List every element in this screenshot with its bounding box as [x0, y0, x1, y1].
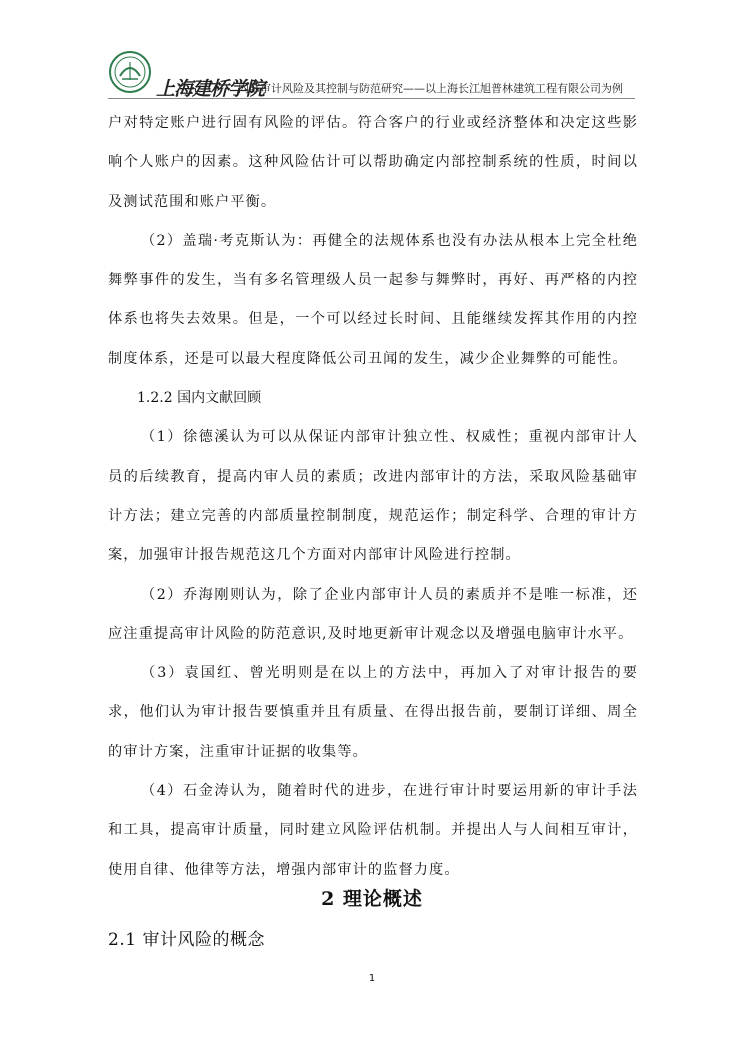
paragraph: （2）盖瑞·考克斯认为：再健全的法规体系也没有办法从根本上完全杜绝舞弊事件的发生，当有多名管理级人员一起参与舞弊时，再好、再严格的内控体系也将失去效果。但是，一个可以经过长时间、且能继续发挥其作用的内控制度体系，还是可以最大程度降低公司丑闻的发生，减少企业舞弊的可能性。	[108, 232, 638, 367]
body-text	[108, 104, 638, 890]
school-name-logotype: 上海建桥学院	[156, 78, 265, 100]
paragraph: （4）石金涛认为，随着时代的进步，在进行审计时要运用新的审计手法和工具，提高审计质量，同时建立风险评估机制。并提出人与人间相互审计，使用自律、他律等方法，增强内部审计的监督力度。	[108, 783, 638, 878]
chapter-title: 2 理论概述	[321, 888, 423, 910]
school-logo-icon	[108, 50, 152, 94]
page-number: 1	[368, 973, 376, 984]
section-title: 2.1 审计风险的概念	[108, 930, 265, 950]
header-divider	[108, 98, 635, 99]
paragraph: 户对特定账户进行固有风险的评估。符合客户的行业或经济整体和决定这些影响个人账户的因素。这种风险估计可以帮助确定内部控制系统的性质，时间以及测试范围和账户平衡。	[108, 115, 638, 210]
paragraph: （2）乔海刚则认为，除了企业内部审计人员的素质并不是唯一标准，还应注重提高审计风险的防范意识,及时地更新审计观念以及增强电脑审计水平。	[108, 586, 638, 642]
paragraph: （3）袁国红、曾光明则是在以上的方法中，再加入了对审计报告的要求，他们认为审计报告要慎重并且有质量、在得出报告前，要制订详细、周全的审计方案，注重审计证据的收集等。	[108, 665, 638, 760]
page-header	[108, 50, 638, 100]
subsection-heading: 1.2.2 国内文献回顾	[137, 390, 262, 407]
paragraph: （1）徐德溪认为可以从保证内部审计独立性、权威性；重视内部审计人员的后续教育，提高内审人员的素质；改进内部审计的方法，采取风险基础审计方法；建立完善的内部质量控制制度，规范运作；制定科学、合理的审计方案，加强审计报告规范这几个方面对内部审计风险进行控制。	[108, 429, 638, 564]
header-title: 内部审计风险及其控制与防范研究——以上海长江旭普林建筑工程有限公司为例	[238, 82, 623, 95]
